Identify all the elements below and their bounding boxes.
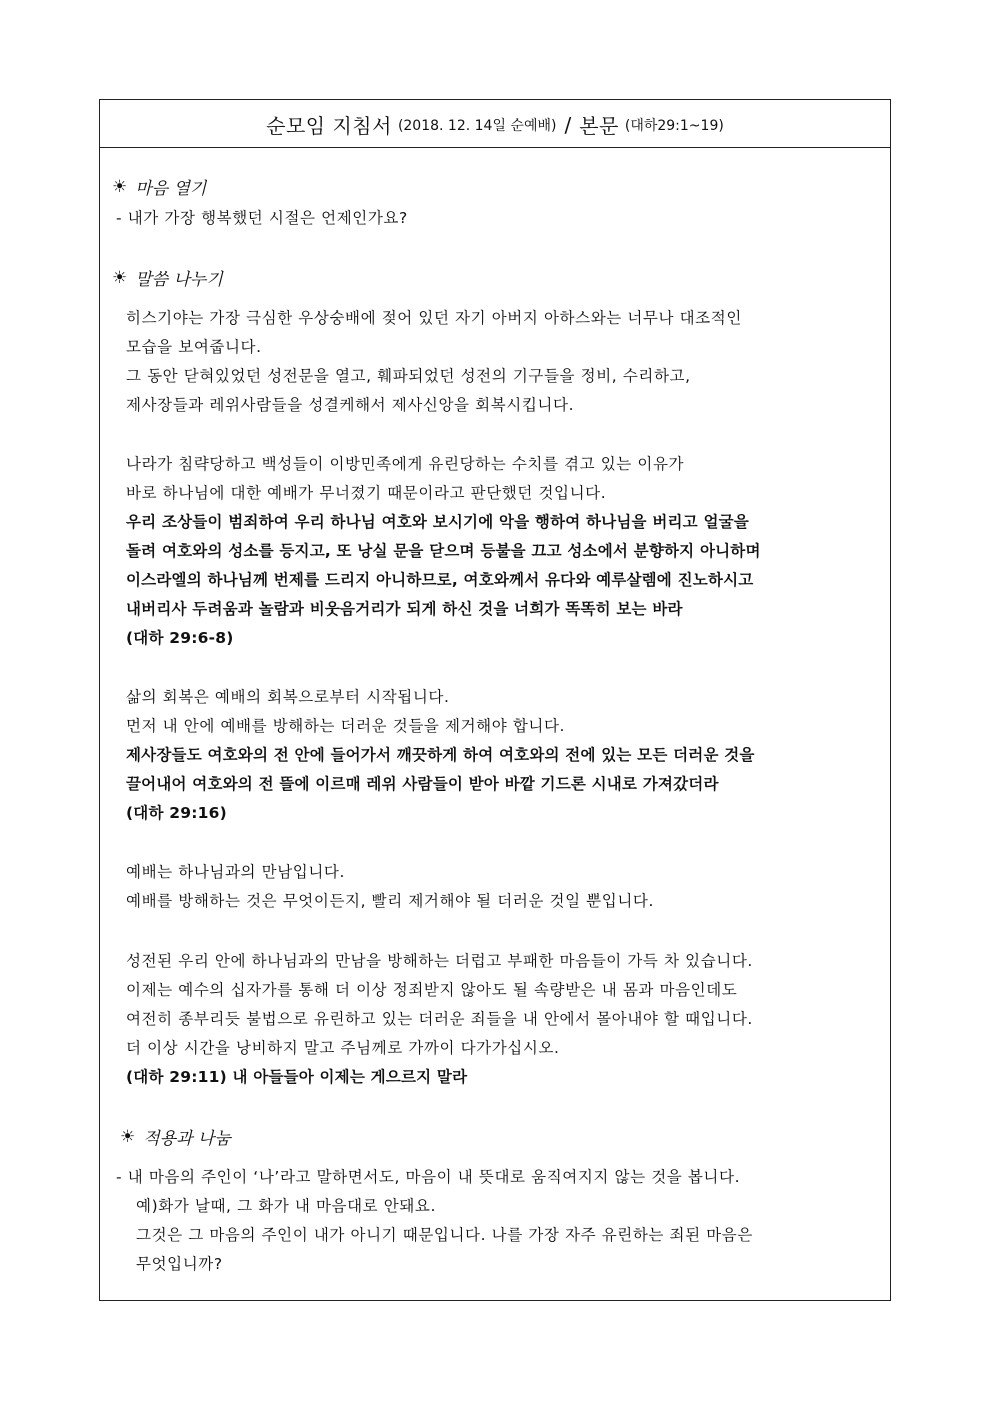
application-question: - 내 마음의 주인이 ‘나’라고 말하면서도, 마음이 내 뜻대로 움직여지지 않는 것을 봅니다. [116,1168,741,1186]
sun-icon: ☀ [112,176,128,197]
sharing-line: 예배는 하나님과의 만남입니다. [126,863,346,881]
text-label: 본문 [579,114,619,138]
application-line: 그것은 그 마음의 주인이 내가 아니기 때문입니다. 나를 가장 자주 유린하는 죄된 마음은 [136,1226,753,1244]
document-frame [99,99,891,1301]
scripture-reference: (대하 29:16) [126,804,227,822]
scripture-quote-line: 우리 조상들이 범죄하여 우리 하나님 여호와 보시기에 악을 행하여 하나님을 버리고 얼굴을 [126,513,749,531]
scripture-quote-line: 끌어내어 여호와의 전 뜰에 이르매 레위 사람들이 받아 바깥 기드론 시내로 가져갔더라 [126,775,719,793]
sharing-line: 이제는 예수의 십자가를 통해 더 이상 정죄받지 않아도 될 속량받은 내 몸과 마음인데도 [126,981,738,999]
section-opening-title: 마음 열기 [135,179,207,199]
section-sharing-title: 말씀 나누기 [135,270,223,290]
sharing-line: 그 동안 닫혀있었던 성전문을 열고, 훼파되었던 성전의 기구들을 정비, 수리하고, [126,367,691,385]
sharing-line: 삶의 회복은 예배의 회복으로부터 시작됩니다. [126,688,450,706]
sharing-line: 성전된 우리 안에 하나님과의 만남을 방해하는 더럽고 부패한 마음들이 가득 차 있습니다. [126,952,753,970]
sun-icon: ☀ [112,267,128,288]
sharing-line: 여전히 종부리듯 불법으로 유린하고 있는 더러운 죄들을 내 안에서 몰아내야 할 때입니다. [126,1010,753,1028]
scripture-quote-line: 내버리사 두려움과 놀람과 비웃음거리가 되게 하신 것을 너희가 똑똑히 보는 바라 [126,600,683,618]
document-title: 순모임 지침서 [266,114,392,138]
sharing-line: 먼저 내 안에 예배를 방해하는 더러운 것들을 제거해야 합니다. [126,717,566,735]
scripture-quote-line: 제사장들도 여호와의 전 안에 들어가서 깨끗하게 하여 여호와의 전에 있는 모든 더러운 것을 [126,746,755,764]
scripture-passage: (대하29:1~19) [624,117,724,134]
title-separator: / [564,112,572,137]
sharing-line: 바로 하나님에 대한 예배가 무너졌기 때문이라고 판단했던 것입니다. [126,484,607,502]
scripture-quote-line: 이스라엘의 하나님께 번제를 드리지 아니하므로, 여호와께서 유다와 예루살렘에 진노하시고 [126,571,754,589]
section-sharing-heading [112,265,223,290]
application-line: 무엇입니까? [136,1255,223,1273]
section-application-title: 적용과 나눔 [143,1129,231,1149]
section-application-heading [120,1124,231,1149]
scripture-quote-line: (대하 29:11) 내 아들들아 이제는 게으르지 말라 [126,1068,468,1086]
title-bar [100,100,890,148]
sharing-line: 나라가 침략당하고 백성들이 이방민족에게 유린당하는 수치를 겪고 있는 이유가 [126,455,685,473]
sharing-line: 예배를 방해하는 것은 무엇이든지, 빨리 제거해야 될 더러운 것일 뿐입니다. [126,892,654,910]
opening-question: - 내가 가장 행복했던 시절은 언제인가요? [116,209,408,227]
sharing-line: 모습을 보여줍니다. [126,338,262,356]
document-body [100,148,890,1300]
date-note: (2018. 12. 14일 순예배) [397,117,557,134]
sun-icon: ☀ [120,1126,136,1147]
application-line: 예)화가 날때, 그 화가 내 마음대로 안돼요. [136,1197,437,1215]
sharing-line: 히스기야는 가장 극심한 우상숭배에 젖어 있던 자기 아버지 아하스와는 너무나 대조적인 [126,309,742,327]
sharing-line: 제사장들과 레위사람들을 성결케해서 제사신앙을 회복시킵니다. [126,396,575,414]
section-opening-heading [112,174,206,199]
sharing-line: 더 이상 시간을 낭비하지 말고 주님께로 가까이 다가가십시오. [126,1039,560,1057]
scripture-quote-line: 돌려 여호와의 성소를 등지고, 또 낭실 문을 닫으며 등불을 끄고 성소에서 분향하지 아니하며 [126,542,761,560]
scripture-reference: (대하 29:6-8) [126,629,234,647]
